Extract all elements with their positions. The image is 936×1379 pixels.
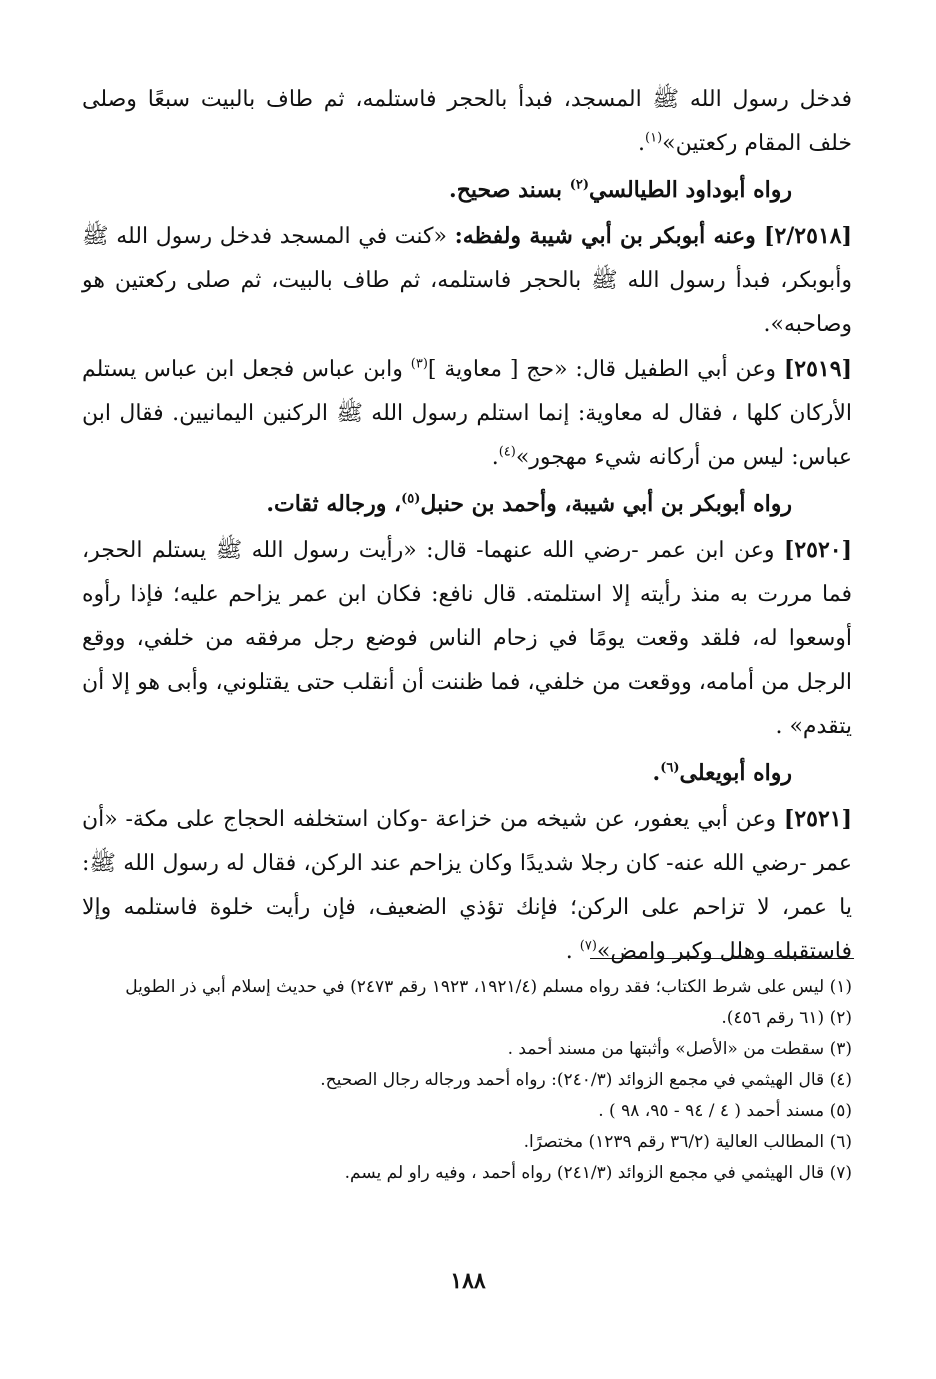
footnote-marker: (٧) bbox=[829, 1163, 852, 1183]
hadith-text: وعن ابن عمر -رضي الله عنهما- قال: «رأيت رسول الله ﷺ يستلم الحجر، فما مررت به منذ رأيته إلا استلمته. قال نافع: فكان ابن عمر يزاحم عليه؛ فإذا رأوه أوسعوا له، فلقد وقعت يومًا في زحام الناس فوضع رجل مرفقه من خلفي، ووقع الرجل من أمامه، ووقعت من خلفي، فما ظننت أن أنقلب حتى يقتلوني، وأبى هو إلا أن يتقدم» . bbox=[82, 538, 852, 739]
footnote-ref-1[interactable]: (١) bbox=[645, 130, 663, 146]
page-body bbox=[82, 78, 852, 974]
hadith-2518 bbox=[82, 214, 852, 347]
footnote-3 bbox=[82, 1034, 852, 1065]
riwaya-1-source: رواه أبوداود الطيالسي bbox=[588, 177, 792, 203]
hadith-text: «كنت في المسجد فدخل رسول الله ﷺ وأبوبكر، فبدأ رسول الله ﷺ بالحجر فاستلمه، ثم طاف بالبيت، ثم صلى ركعتين هو وصاحبه». bbox=[82, 224, 852, 337]
hadith-text: وعن أبي يعفور، عن شيخه من خزاعة -وكان استخلفه الحجاج على مكة- «أن عمر -رضي الله عنه- كان رجلا شديدًا وكان يزاحم عند الركن، فقال له رسول الله ﷺ: يا عمر، لا تزاحم على الركن؛ فإنك تؤذي الضعيف، فإن رأيت خلوة فاستلمه وإلا فاستقبله وهلل وكبر وامض» bbox=[82, 807, 852, 964]
footnote-marker: (٥) bbox=[829, 1101, 852, 1121]
hadith-number: [٢٥١٩] bbox=[783, 356, 852, 382]
footnote-marker: (٣) bbox=[829, 1039, 852, 1059]
hadith-number: [٢/٢٥١٨] bbox=[764, 223, 852, 249]
footnote-ref-2[interactable]: (٢) bbox=[569, 177, 589, 193]
footnote-ref-4[interactable]: (٤) bbox=[498, 444, 516, 460]
intro-paragraph bbox=[82, 78, 852, 166]
footnote-marker: (٢) bbox=[829, 1008, 852, 1028]
riwaya-line-2 bbox=[82, 482, 852, 526]
hadith-end: . bbox=[491, 445, 499, 470]
riwaya-3-source: رواه أبويعلى bbox=[679, 760, 792, 786]
page-number: ١٨٨ bbox=[450, 1268, 486, 1294]
footnote-marker: (١) bbox=[829, 977, 852, 997]
footnote-ref-7[interactable]: (٧) bbox=[579, 938, 597, 954]
footnote-ref-5[interactable]: (٥) bbox=[401, 491, 421, 507]
footnote-2 bbox=[82, 1003, 852, 1034]
intro-text: فدخل رسول الله ﷺ المسجد، فبدأ بالحجر فاستلمه، ثم طاف بالبيت سبعًا وصلى خلف المقام ركعتين» bbox=[82, 87, 852, 156]
footnote-text: قال الهيثمي في مجمع الزوائد (٢٤١/٣) رواه أحمد ، وفيه راو لم يسم. bbox=[344, 1163, 825, 1183]
riwaya-2-source: رواه أبوبكر بن أبي شيبة، وأحمد بن حنبل bbox=[420, 491, 792, 517]
footnote-separator bbox=[590, 958, 854, 959]
footnote-text: قال الهيثمي في مجمع الزوائد (٢٤٠/٣): رواه أحمد ورجاله رجال الصحيح. bbox=[320, 1070, 825, 1090]
footnote-ref-6[interactable]: (٦) bbox=[660, 760, 680, 776]
footnote-ref-3[interactable]: (٣) bbox=[410, 356, 428, 372]
hadith-end: . bbox=[565, 939, 580, 964]
riwaya-line-1 bbox=[82, 168, 852, 212]
riwaya-3-end: . bbox=[652, 760, 661, 786]
hadith-text-cont: وابن عباس فجعل ابن عباس يستلم الأركان كلها ، فقال له معاوية: إنما استلم رسول الله ﷺ الركنين اليمانيين. فقال ابن عباس: ليس من أركانه شيء مهجور» bbox=[82, 357, 852, 470]
footnote-5 bbox=[82, 1096, 852, 1127]
footnote-text: المطالب العالية (٣٦/٢ رقم ١٢٣٩) مختصرًا. bbox=[523, 1132, 825, 1152]
hadith-number: [٢٥٢١] bbox=[783, 806, 852, 832]
intro-end: . bbox=[638, 131, 646, 156]
hadith-number: [٢٥٢٠] bbox=[783, 537, 852, 563]
footnote-6 bbox=[82, 1127, 852, 1158]
riwaya-2-grade: ، ورجاله ثقات. bbox=[266, 491, 402, 517]
footnotes bbox=[82, 972, 852, 1189]
riwaya-1-grade: بسند صحيح. bbox=[449, 177, 570, 203]
footnote-text: ليس على شرط الكتاب؛ فقد رواه مسلم (١٩٢١/٤، ١٩٢٣ رقم ٢٤٧٣) في حديث إسلام أبي ذر الطويل bbox=[125, 977, 825, 997]
footnote-7 bbox=[82, 1158, 852, 1189]
footnote-text: (٦١ رقم ٤٥٦). bbox=[721, 1008, 825, 1028]
hadith-text: وعن أبي الطفيل قال: «حج [ معاوية ] bbox=[427, 357, 784, 382]
footnote-text: سقطت من «الأصل» وأثبتها من مسند أحمد . bbox=[507, 1039, 825, 1059]
riwaya-line-3 bbox=[82, 751, 852, 795]
hadith-lead: وعنه أبوبكر بن أبي شيبة ولفظه: bbox=[454, 223, 765, 249]
footnote-1 bbox=[82, 972, 852, 1003]
footnote-marker: (٤) bbox=[829, 1070, 852, 1090]
hadith-2519 bbox=[82, 347, 852, 480]
hadith-2520 bbox=[82, 528, 852, 749]
footnote-text: مسند أحمد ( ٤ / ٩٤ - ٩٥، ٩٨ ) . bbox=[598, 1101, 825, 1121]
hadith-2521 bbox=[82, 797, 852, 974]
footnote-marker: (٦) bbox=[829, 1132, 852, 1152]
footnote-4 bbox=[82, 1065, 852, 1096]
